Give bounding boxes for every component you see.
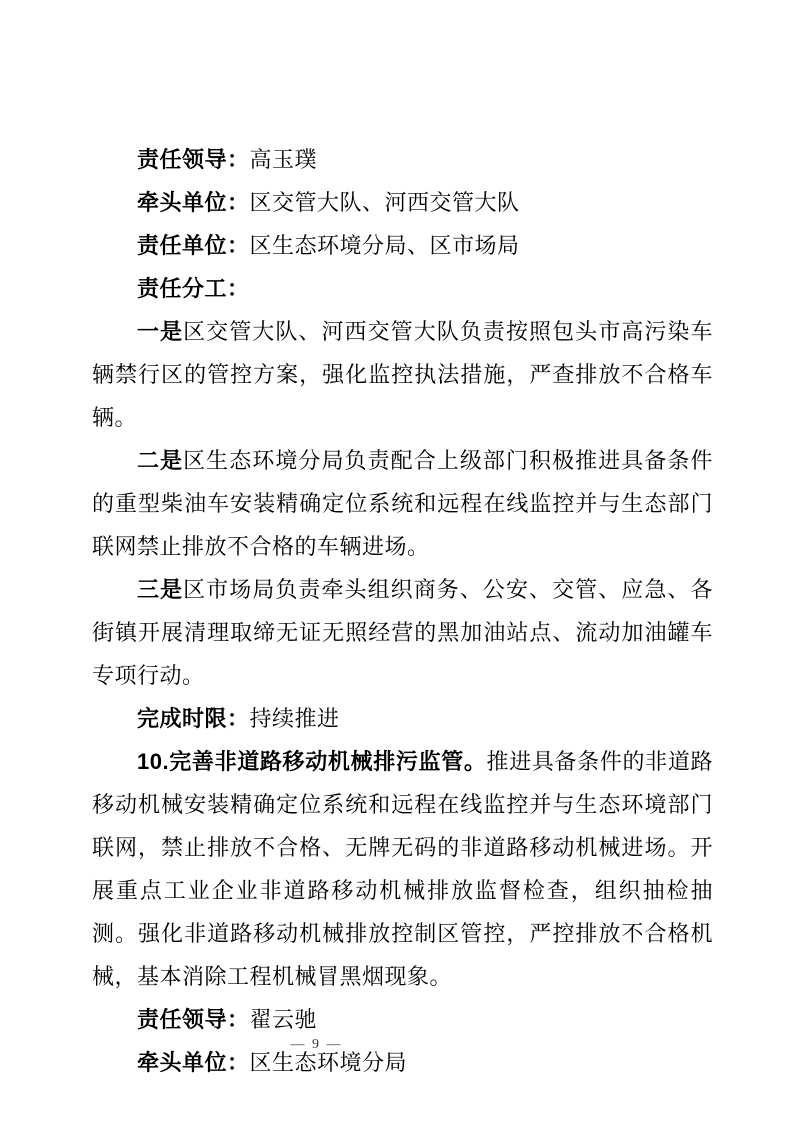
paragraph-text: 高玉璞 [249,147,318,172]
paragraph-section-10 [92,740,713,998]
paragraph-text: 区生态环境分局 [249,1050,408,1075]
paragraph-text: 区交管大队、河西交管大队负责按照包头市高污染车辆禁行区的管控方案，强化监控执法措施，严查排放不合格车辆。 [92,319,713,430]
paragraph-duty-item-3 [92,568,713,697]
document-body [92,138,713,1084]
paragraph-duty-item-1 [92,310,713,439]
paragraph-label: 一是 [137,319,184,344]
paragraph-duty-division-heading [92,267,713,310]
paragraph-text: 区交管大队、河西交管大队 [249,190,520,215]
page-number: — 9 — [290,1037,343,1052]
paragraph-label: 三是 [137,577,184,602]
paragraph-label: 二是 [137,448,184,473]
paragraph-text: 区生态环境分局、区市场局 [249,233,520,258]
paragraph-label: 完成时限： [137,706,250,731]
paragraph-lead-unit-1 [92,181,713,224]
paragraph-responsible-leader-1 [92,138,713,181]
paragraph-text: 区市场局负责牵头组织商务、公安、交管、应急、各街镇开展清理取缔无证无照经营的黑加油站点、流动加油罐车专项行动。 [92,577,713,688]
paragraph-responsible-unit [92,224,713,267]
paragraph-label: 责任分工： [137,276,250,301]
paragraph-label: 责任领导： [137,1007,250,1032]
paragraph-label: 责任领导： [137,147,250,172]
paragraph-text: 推进具备条件的非道路移动机械安装精确定位系统和远程在线监控并与生态环境部门联网，禁止排放不合格、无牌无码的非道路移动机械进场。开展重点工业企业非道路移动机械排放监督检查，组织抽检抽测。强化非道路移动机械排放控制区管控，严控排放不合格机械，基本消除工程机械冒黑烟现象。 [92,749,713,989]
paragraph-duty-item-2 [92,439,713,568]
paragraph-label: 牵头单位： [137,190,250,215]
paragraph-label: 牵头单位： [137,1050,250,1075]
paragraph-deadline [92,697,713,740]
paragraph-label: 责任单位： [137,233,250,258]
paragraph-text: 翟云驰 [249,1007,318,1032]
paragraph-responsible-leader-2 [92,998,713,1041]
paragraph-text: 区生态环境分局负责配合上级部门积极推进具备条件的重型柴油车安装精确定位系统和远程在线监控并与生态部门联网禁止排放不合格的车辆进场。 [92,448,713,559]
paragraph-text: 持续推进 [249,706,340,731]
paragraph-heading: 10.完善非道路移动机械排污监管。 [137,749,487,774]
